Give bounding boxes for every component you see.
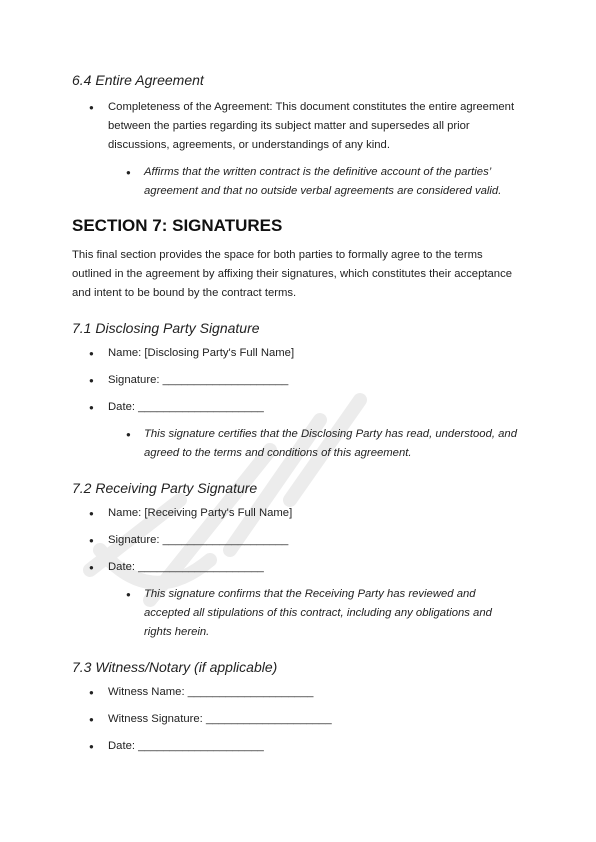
list-item: ● Signature: ____________________ — [72, 531, 522, 550]
section-6-4-list — [72, 98, 522, 201]
list-item: ● Witness Signature: ____________________ — [72, 710, 522, 729]
document-content — [72, 70, 522, 756]
list-item-sub: ● This signature confirms that the Receiving Party has reviewed and accepted all stipulations of this contract, including any obligations and rights herein. — [72, 585, 522, 642]
section-7-intro: This final section provides the space for both parties to formally agree to the terms outlined in the agreement by affixing their signatures, which constitutes their acceptance and intent to be bound by the contract terms. — [72, 249, 512, 299]
section-7-2-heading: 7.2 Receiving Party Signature — [72, 480, 258, 496]
list-item: ● Name: [Disclosing Party's Full Name] — [72, 344, 522, 363]
list-item: ● Name: [Receiving Party's Full Name] — [72, 504, 522, 523]
list-item: ● Completeness of the Agreement: This document constitutes the entire agreement between the parties regarding its subject matter and supersedes all prior discussions, agreements, or understandings of any kind. — [72, 98, 522, 155]
list-item: ● Witness Name: ____________________ — [72, 683, 522, 702]
list-item-sub: ● This signature certifies that the Disclosing Party has read, understood, and agreed to the terms and conditions of this agreement. — [72, 425, 522, 463]
list-item-sub: ● Affirms that the written contract is the definitive account of the parties’ agreement and that no outside verbal agreements are considered valid. — [72, 163, 522, 201]
list-item: ● Signature: ____________________ — [72, 371, 522, 390]
section-7-2-list — [72, 504, 522, 642]
section-7-3-heading: 7.3 Witness/Notary (if applicable) — [72, 659, 278, 675]
section-7-3-list — [72, 683, 522, 756]
section-6-4-heading: 6.4 Entire Agreement — [72, 72, 204, 88]
section-7-1-heading: 7.1 Disclosing Party Signature — [72, 320, 260, 336]
list-item: ● Date: ____________________ — [72, 398, 522, 417]
section-7-1-list — [72, 344, 522, 463]
list-item: ● Date: ____________________ — [72, 737, 522, 756]
section-7-heading: SECTION 7: SIGNATURES — [72, 216, 283, 235]
list-item: ● Date: ____________________ — [72, 558, 522, 577]
